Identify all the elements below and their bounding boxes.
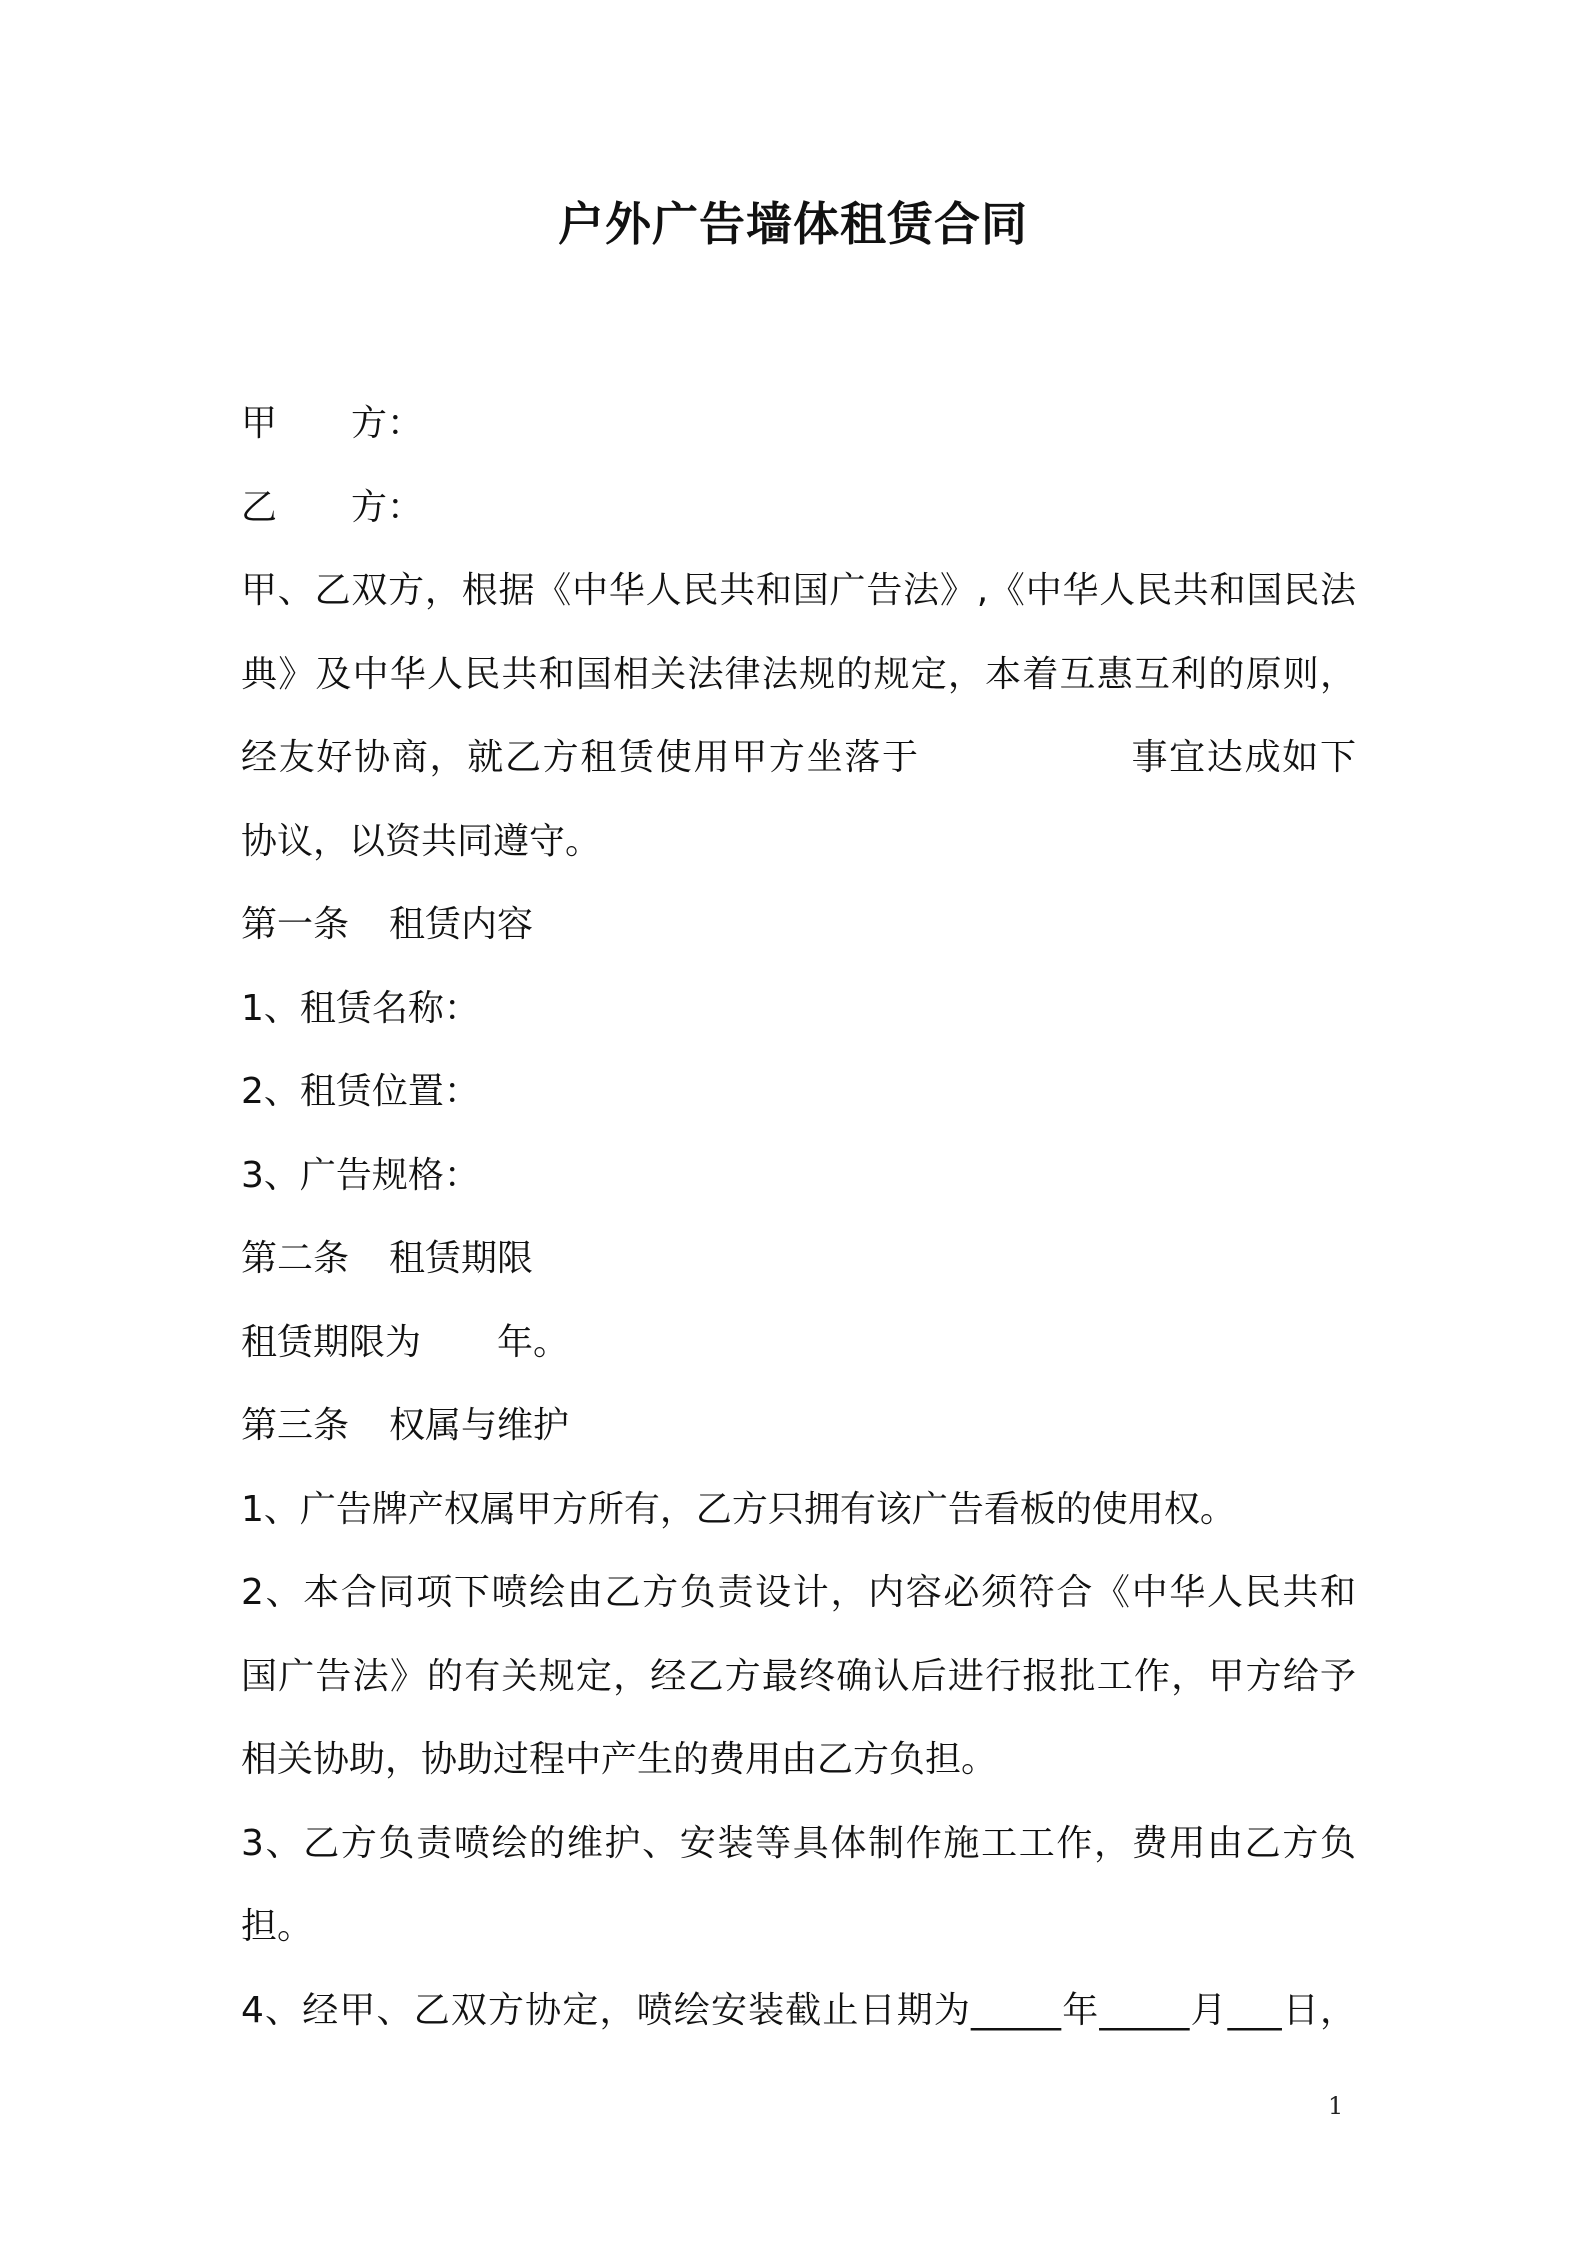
article-1-item-3: 3、广告规格： — [241, 1154, 480, 1196]
article-2-heading — [241, 1217, 1356, 1301]
article-3-item-3-line-1: 3、乙方负责喷绘的维护、安装等具体制作施工工作，费用由乙方负 — [241, 1822, 1356, 1864]
preamble-line-1: 甲、乙双方，根据《中华人民共和国广告法》,《中华人民共和国民法 — [241, 570, 1356, 611]
document-title: 户外广告墙体租赁合同 — [558, 197, 1028, 251]
article-1-number: 第一条 — [241, 904, 350, 945]
article-1-heading — [241, 883, 1356, 967]
term-before: 租赁期限为 — [241, 1321, 422, 1363]
preamble-line-2: 典》及中华人民共和国相关法律法规的规定，本着互惠互利的原则， — [241, 653, 1356, 695]
preamble-line-3-after: 事宜达成如下 — [1129, 737, 1356, 778]
article-3-title: 权属与维护 — [389, 1405, 570, 1446]
preamble-line-4: 协议，以资共同遵守。 — [241, 820, 602, 862]
preamble-line-3-before: 经友好协商，就乙方租赁使用甲方坐落于 — [241, 737, 920, 778]
article-3-item-1: 1、广告牌产权属甲方所有，乙方只拥有该广告看板的使用权。 — [241, 1488, 1236, 1530]
article-3-item-2-line-3: 相关协助，协助过程中产生的费用由乙方负担。 — [241, 1739, 998, 1780]
article-2-term — [241, 1301, 1356, 1385]
party-b-label: 乙 — [241, 486, 278, 528]
article-2-number: 第二条 — [241, 1238, 350, 1279]
preamble-line-3 — [241, 716, 1356, 800]
party-a-line — [241, 382, 1356, 466]
article-1-title: 租赁内容 — [389, 904, 534, 945]
article-3-item-2-line-1: 2、本合同项下喷绘由乙方负责设计，内容必须符合《中华人民共和 — [241, 1572, 1356, 1613]
article-1-item-1: 1、租赁名称： — [241, 987, 480, 1029]
article-3-item-4: 4、经甲、乙双方协定，喷绘安装截止日期为_____年_____月___日， — [241, 1989, 1356, 2031]
party-a-label: 甲 — [241, 403, 278, 444]
party-b-suffix: 方： — [351, 486, 424, 528]
term-after: 年。 — [497, 1321, 570, 1363]
article-3-number: 第三条 — [241, 1405, 350, 1446]
article-3-item-2-line-2: 国广告法》的有关规定，经乙方最终确认后进行报批工作，甲方给予 — [241, 1655, 1356, 1697]
article-3-heading — [241, 1384, 1356, 1468]
article-2-title: 租赁期限 — [389, 1238, 534, 1279]
page-number: 1 — [1328, 2092, 1344, 2120]
party-b-line — [241, 466, 1356, 550]
party-a-suffix: 方： — [351, 403, 424, 444]
document-body — [241, 382, 1356, 2052]
article-3-item-3-line-2: 担。 — [241, 1906, 314, 1947]
article-1-item-2: 2、租赁位置： — [241, 1071, 480, 1112]
